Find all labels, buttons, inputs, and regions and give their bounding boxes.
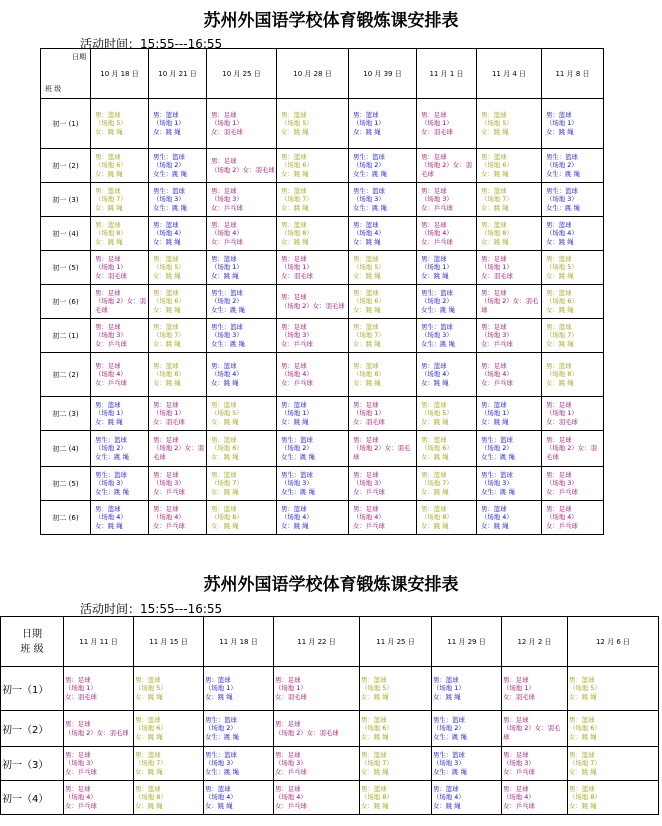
activity-cell: 男：足球 （场地 3） 女：乒乓球	[91, 319, 149, 353]
activity-cell: 男：篮球 （场地 7） 女：跳 绳	[134, 747, 204, 781]
activity-cell: 男：篮球 （场地 7） 女：跳 绳	[417, 467, 477, 501]
class-row	[1, 781, 659, 815]
activity-cell: 男：足球 （场地 2）女：羽毛球	[91, 285, 149, 319]
activity-cell: 男：足球 （场地 1） 女：羽毛球	[542, 397, 604, 431]
activity-cell: 男：篮球 （场地 1） 女：跳 绳	[542, 99, 604, 149]
activity-cell: 男：篮球 （场地 8） 女：跳 绳	[207, 501, 277, 535]
activity-cell: 男：篮球 （场地 5） 女：跳 绳	[568, 667, 659, 711]
date-header: 10 月 18 日	[91, 49, 149, 99]
class-label: 初一 (3)	[41, 183, 91, 217]
activity-cell: 男：篮球 （场地 5） 女：跳 绳	[207, 397, 277, 431]
class-label: 初一（4）	[1, 781, 64, 815]
class-row	[41, 431, 604, 467]
class-label: 初二 (3)	[41, 397, 91, 431]
activity-cell: 男：篮球 （场地 5） 女：跳 绳	[477, 99, 542, 149]
corner-date-label: 日期	[22, 628, 42, 640]
class-row	[41, 285, 604, 319]
activity-cell: 男：足球 （场地 1） 女：羽毛球	[502, 667, 568, 711]
class-row	[1, 747, 659, 781]
activity-cell: 男：篮球 （场地 4） 女：跳 绳	[477, 501, 542, 535]
activity-cell: 男：足球 （场地 3） 女：乒乓球	[274, 747, 360, 781]
activity-cell: 男：篮球 （场地 6） 女：跳 绳	[542, 285, 604, 319]
activity-cell: 男：篮球 （场地 8） 女：跳 绳	[277, 217, 349, 251]
activity-cell: 男：篮球 （场地 8） 女：跳 绳	[360, 781, 432, 815]
date-header: 11 月 25 日	[360, 617, 432, 667]
activity-cell: 男：篮球 （场地 7） 女：跳 绳	[207, 467, 277, 501]
date-header: 11 月 29 日	[432, 617, 502, 667]
class-label: 初一 (5)	[41, 251, 91, 285]
activity-cell: 男：篮球 （场地 7） 女：跳 绳	[91, 183, 149, 217]
activity-cell: 男：篮球 （场地 4） 女：跳 绳	[207, 353, 277, 397]
class-row	[41, 353, 604, 397]
activity-cell: 男：篮球 （场地 7） 女：跳 绳	[568, 747, 659, 781]
activity-cell: 男：足球 （场地 4） 女：乒乓球	[477, 353, 542, 397]
activity-cell: 男生：篮球 （场地 2） 女生：跳 绳	[417, 285, 477, 319]
activity-cell: 男：篮球 （场地 8） 女：跳 绳	[91, 217, 149, 251]
activity-cell: 男生：篮球 （场地 2） 女生：跳 绳	[149, 149, 207, 183]
activity-cell: 男生：篮球 （场地 3） 女生：跳 绳	[542, 183, 604, 217]
activity-cell: 男：足球 （场地 3） 女：乒乓球	[277, 319, 349, 353]
activity-cell: 男生：篮球 （场地 2） 女生：跳 绳	[349, 149, 417, 183]
activity-cell: 男：篮球 （场地 5） 女：跳 绳	[277, 99, 349, 149]
activity-cell: 男：足球 （场地 2）女：羽毛球	[417, 149, 477, 183]
activity-cell: 男：篮球 （场地 4） 女：跳 绳	[149, 217, 207, 251]
activity-cell: 男：篮球 （场地 7） 女：跳 绳	[349, 319, 417, 353]
activity-cell: 男生：篮球 （场地 2） 女生：跳 绳	[432, 711, 502, 747]
activity-cell: 男：足球 （场地 2）女：羽毛球	[149, 431, 207, 467]
activity-cell: 男：篮球 （场地 1） 女：跳 绳	[417, 251, 477, 285]
activity-cell: 男：足球 （场地 4） 女：乒乓球	[149, 501, 207, 535]
activity-cell: 男：篮球 （场地 4） 女：跳 绳	[277, 501, 349, 535]
activity-cell: 男：足球 （场地 3） 女：乒乓球	[417, 183, 477, 217]
date-header: 10 月 39 日	[349, 49, 417, 99]
activity-cell: 男生：篮球 （场地 2） 女生：跳 绳	[207, 285, 277, 319]
schedule-table-2	[0, 616, 659, 815]
class-label: 初一 (1)	[41, 99, 91, 149]
class-row	[1, 711, 659, 747]
activity-cell: 男生：篮球 （场地 2） 女生：跳 绳	[277, 431, 349, 467]
activity-cell: 男：篮球 （场地 5） 女：跳 绳	[417, 397, 477, 431]
activity-cell: 男：足球 （场地 4） 女：乒乓球	[349, 501, 417, 535]
header-row	[1, 617, 659, 667]
activity-cell: 男：篮球 （场地 1） 女：跳 绳	[149, 99, 207, 149]
date-header: 11 月 15 日	[134, 617, 204, 667]
activity-cell: 男生：篮球 （场地 3） 女生：跳 绳	[149, 183, 207, 217]
activity-cell: 男生：篮球 （场地 3） 女生：跳 绳	[204, 747, 274, 781]
activity-cell: 男：足球 （场地 4） 女：乒乓球	[542, 501, 604, 535]
class-row	[1, 667, 659, 711]
schedule-title-2: 苏州外国语学校体育锻炼课安排表	[203, 575, 459, 595]
class-label: 初二 (6)	[41, 501, 91, 535]
activity-cell: 男：篮球 （场地 1） 女：跳 绳	[207, 251, 277, 285]
activity-cell: 男：足球 （场地 2）女：羽毛球	[274, 711, 360, 747]
activity-time-2: 活动时间：15:55---16:55	[80, 602, 223, 616]
corner-cell	[41, 49, 91, 99]
activity-cell: 男：足球 （场地 2）女：羽毛球	[64, 711, 134, 747]
activity-cell: 男：足球 （场地 4） 女：乒乓球	[277, 353, 349, 397]
activity-cell: 男：篮球 （场地 5） 女：跳 绳	[542, 251, 604, 285]
activity-cell: 男生：篮球 （场地 3） 女生：跳 绳	[91, 467, 149, 501]
class-label: 初二 (1)	[41, 319, 91, 353]
date-header: 11 月 22 日	[274, 617, 360, 667]
activity-cell: 男：篮球 （场地 6） 女：跳 绳	[91, 149, 149, 183]
activity-cell: 男：足球 （场地 1） 女：羽毛球	[64, 667, 134, 711]
class-row	[41, 467, 604, 501]
activity-cell: 男：足球 （场地 2）女：羽毛球	[542, 431, 604, 467]
class-row	[41, 183, 604, 217]
activity-cell: 男生：篮球 （场地 3） 女生：跳 绳	[277, 467, 349, 501]
class-row	[41, 319, 604, 353]
activity-cell: 男：足球 （场地 1） 女：羽毛球	[417, 99, 477, 149]
date-header: 11 月 4 日	[477, 49, 542, 99]
activity-cell: 男：足球 （场地 4） 女：乒乓球	[64, 781, 134, 815]
class-label: 初一 (2)	[41, 149, 91, 183]
activity-cell: 男：篮球 （场地 8） 女：跳 绳	[417, 501, 477, 535]
activity-cell: 男：篮球 （场地 8） 女：跳 绳	[349, 353, 417, 397]
activity-cell: 男：足球 （场地 4） 女：乒乓球	[207, 217, 277, 251]
date-header: 11 月 1 日	[417, 49, 477, 99]
activity-cell: 男生：篮球 （场地 2） 女生：跳 绳	[542, 149, 604, 183]
activity-cell: 男：篮球 （场地 8） 女：跳 绳	[149, 353, 207, 397]
activity-cell: 男：篮球 （场地 5） 女：跳 绳	[149, 251, 207, 285]
activity-cell: 男：足球 （场地 2）女：羽毛球	[207, 149, 277, 183]
activity-cell: 男：足球 （场地 1） 女：羽毛球	[349, 397, 417, 431]
activity-cell: 男：篮球 （场地 4） 女：跳 绳	[349, 217, 417, 251]
activity-cell: 男：足球 （场地 4） 女：乒乓球	[91, 353, 149, 397]
activity-cell: 男：足球 （场地 1） 女：羽毛球	[477, 251, 542, 285]
activity-cell: 男：篮球 （场地 6） 女：跳 绳	[349, 285, 417, 319]
activity-cell: 男：篮球 （场地 6） 女：跳 绳	[568, 711, 659, 747]
date-header: 10 月 28 日	[277, 49, 349, 99]
class-row	[41, 99, 604, 149]
activity-cell: 男：篮球 （场地 5） 女：跳 绳	[91, 99, 149, 149]
activity-cell: 男：足球 （场地 3） 女：乒乓球	[64, 747, 134, 781]
class-label: 初二 (2)	[41, 353, 91, 397]
activity-cell: 男生：篮球 （场地 2） 女生：跳 绳	[477, 431, 542, 467]
activity-cell: 男：篮球 （场地 7） 女：跳 绳	[277, 183, 349, 217]
date-header: 11 月 8 日	[542, 49, 604, 99]
activity-cell: 男：足球 （场地 1） 女：羽毛球	[91, 251, 149, 285]
activity-cell: 男：篮球 （场地 1） 女：跳 绳	[277, 397, 349, 431]
activity-cell: 男：足球 （场地 4） 女：乒乓球	[502, 781, 568, 815]
class-row	[41, 501, 604, 535]
class-label: 初一（2）	[1, 711, 64, 747]
activity-cell: 男：篮球 （场地 6） 女：跳 绳	[477, 149, 542, 183]
activity-cell: 男：足球 （场地 1） 女：羽毛球	[274, 667, 360, 711]
activity-cell: 男：篮球 （场地 6） 女：跳 绳	[417, 431, 477, 467]
activity-cell: 男：足球 （场地 2）女：羽毛球	[502, 711, 568, 747]
activity-cell: 男：篮球 （场地 6） 女：跳 绳	[149, 285, 207, 319]
class-row	[41, 149, 604, 183]
activity-cell: 男：足球 （场地 1） 女：羽毛球	[149, 397, 207, 431]
activity-cell: 男：篮球 （场地 7） 女：跳 绳	[149, 319, 207, 353]
class-label: 初一（3）	[1, 747, 64, 781]
schedule-table-1	[40, 48, 604, 535]
activity-cell: 男生：篮球 （场地 2） 女生：跳 绳	[91, 431, 149, 467]
class-label: 初二 (5)	[41, 467, 91, 501]
corner-date-label: 日期	[72, 53, 86, 61]
activity-cell: 男：篮球 （场地 7） 女：跳 绳	[477, 183, 542, 217]
activity-cell: 男：足球 （场地 3） 女：乒乓球	[349, 467, 417, 501]
activity-cell: 男：篮球 （场地 4） 女：跳 绳	[417, 353, 477, 397]
class-label: 初二 (4)	[41, 431, 91, 467]
activity-cell: 男：篮球 （场地 1） 女：跳 绳	[349, 99, 417, 149]
activity-cell: 男生：篮球 （场地 3） 女生：跳 绳	[417, 319, 477, 353]
activity-cell: 男生：篮球 （场地 3） 女生：跳 绳	[477, 467, 542, 501]
activity-cell: 男：足球 （场地 3） 女：乒乓球	[477, 319, 542, 353]
class-row	[41, 217, 604, 251]
activity-cell: 男：篮球 （场地 5） 女：跳 绳	[349, 251, 417, 285]
activity-cell: 男生：篮球 （场地 3） 女生：跳 绳	[432, 747, 502, 781]
class-label: 初一 (4)	[41, 217, 91, 251]
activity-cell: 男：足球 （场地 3） 女：乒乓球	[149, 467, 207, 501]
activity-cell: 男：篮球 （场地 8） 女：跳 绳	[134, 781, 204, 815]
date-header: 10 月 21 日	[149, 49, 207, 99]
class-row	[41, 251, 604, 285]
activity-cell: 男：篮球 （场地 6） 女：跳 绳	[277, 149, 349, 183]
activity-cell: 男：足球 （场地 2）女：羽毛球	[349, 431, 417, 467]
schedule-title-1: 苏州外国语学校体育锻炼课安排表	[203, 11, 459, 31]
activity-cell: 男：篮球 （场地 1） 女：跳 绳	[204, 667, 274, 711]
activity-cell: 男：篮球 （场地 4） 女：跳 绳	[204, 781, 274, 815]
activity-cell: 男：足球 （场地 4） 女：乒乓球	[274, 781, 360, 815]
activity-cell: 男：篮球 （场地 1） 女：跳 绳	[91, 397, 149, 431]
activity-cell: 男：篮球 （场地 4） 女：跳 绳	[542, 217, 604, 251]
corner-cell	[1, 617, 64, 667]
activity-cell: 男：篮球 （场地 7） 女：跳 绳	[542, 319, 604, 353]
date-header: 11 月 18 日	[204, 617, 274, 667]
activity-cell: 男生：篮球 （场地 3） 女生：跳 绳	[349, 183, 417, 217]
activity-cell: 男：篮球 （场地 6） 女：跳 绳	[207, 431, 277, 467]
activity-cell: 男：篮球 （场地 4） 女：跳 绳	[91, 501, 149, 535]
date-header: 11 月 11 日	[64, 617, 134, 667]
date-header: 10 月 25 日	[207, 49, 277, 99]
class-label: 初一 (6)	[41, 285, 91, 319]
activity-cell: 男：足球 （场地 2）女：羽毛球	[477, 285, 542, 319]
activity-cell: 男：足球 （场地 1） 女：羽毛球	[207, 99, 277, 149]
activity-cell: 男：篮球 （场地 5） 女：跳 绳	[360, 667, 432, 711]
activity-cell: 男：足球 （场地 3） 女：乒乓球	[502, 747, 568, 781]
activity-cell: 男：篮球 （场地 8） 女：跳 绳	[477, 217, 542, 251]
activity-cell: 男：足球 （场地 3） 女：乒乓球	[207, 183, 277, 217]
activity-cell: 男：篮球 （场地 4） 女：跳 绳	[432, 781, 502, 815]
activity-cell: 男：篮球 （场地 6） 女：跳 绳	[360, 711, 432, 747]
date-header: 12 月 2 日	[502, 617, 568, 667]
activity-cell: 男：篮球 （场地 8） 女：跳 绳	[542, 353, 604, 397]
corner-class-label: 班 级	[20, 643, 44, 655]
activity-cell: 男生：篮球 （场地 3） 女生：跳 绳	[207, 319, 277, 353]
activity-cell: 男：篮球 （场地 6） 女：跳 绳	[134, 711, 204, 747]
corner-class-label: 班 级	[45, 85, 62, 93]
activity-cell: 男：篮球 （场地 8） 女：跳 绳	[568, 781, 659, 815]
date-header: 12 月 6 日	[568, 617, 659, 667]
activity-cell: 男：篮球 （场地 7） 女：跳 绳	[360, 747, 432, 781]
activity-cell: 男：篮球 （场地 5） 女：跳 绳	[134, 667, 204, 711]
activity-time-1: 活动时间：15:55---16:55	[80, 37, 223, 51]
class-label: 初一（1）	[1, 667, 64, 711]
header-row	[41, 49, 604, 99]
activity-cell: 男：足球 （场地 3） 女：乒乓球	[542, 467, 604, 501]
activity-cell: 男：足球 （场地 2）女：羽毛球	[277, 285, 349, 319]
activity-cell: 男：足球 （场地 4） 女：乒乓球	[417, 217, 477, 251]
activity-cell: 男生：篮球 （场地 2） 女生：跳 绳	[204, 711, 274, 747]
class-row	[41, 397, 604, 431]
activity-cell: 男：篮球 （场地 1） 女：跳 绳	[432, 667, 502, 711]
activity-cell: 男：足球 （场地 1） 女：羽毛球	[277, 251, 349, 285]
activity-cell: 男：篮球 （场地 1） 女：跳 绳	[477, 397, 542, 431]
